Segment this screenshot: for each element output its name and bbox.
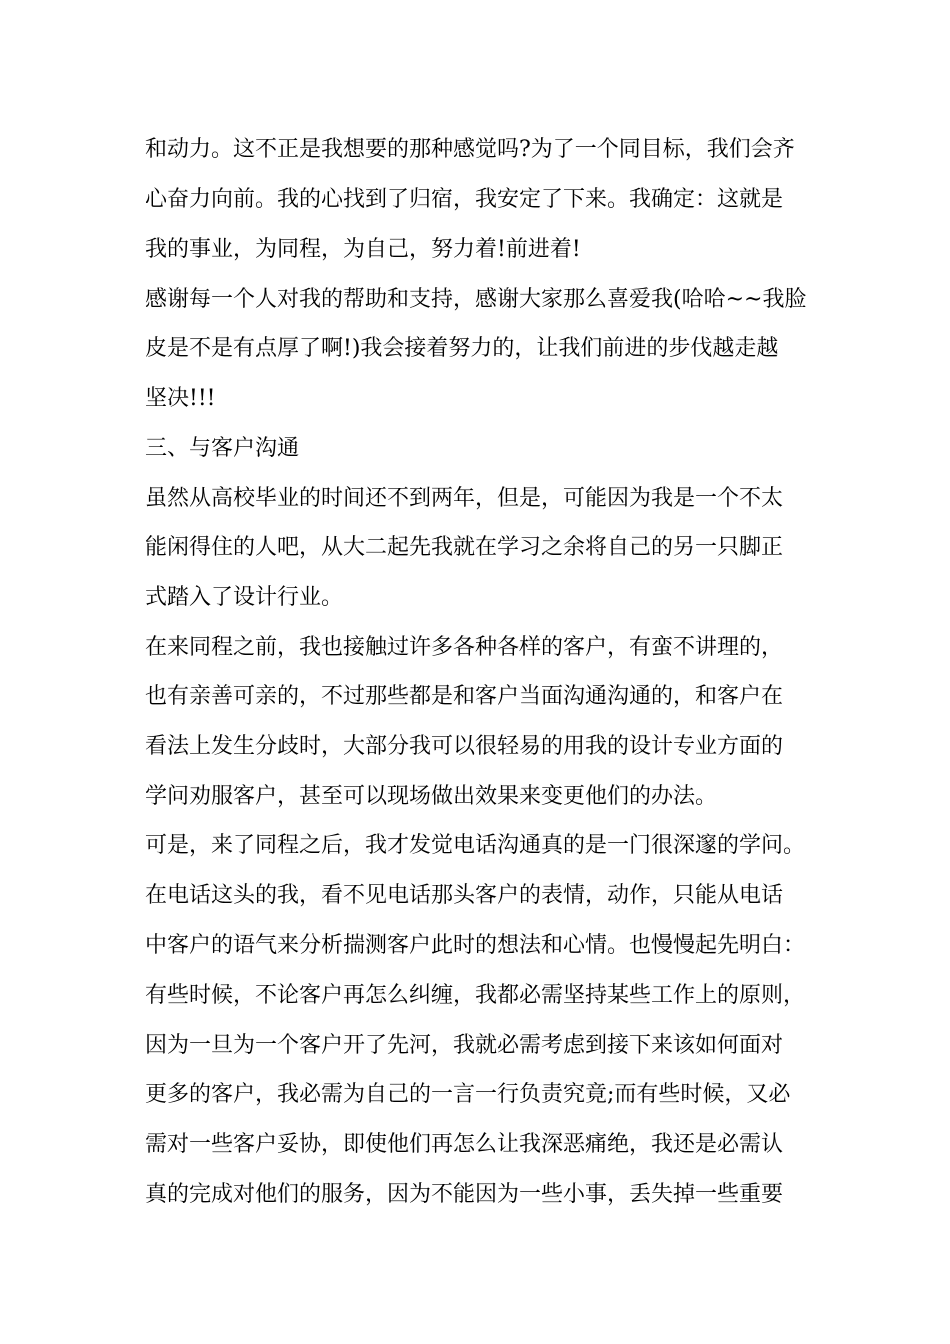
text-line: 我的事业，为同程，为自己，努力着!前进着! [145,237,581,262]
section-heading: 三、与客户沟通 [145,436,300,461]
text-line: 和动力。这不正是我想要的那种感觉吗?为了一个同目标，我们会齐 [145,137,795,162]
text-line: 可是，来了同程之后，我才发觉电话沟通真的是一门很深邃的学问。 [145,833,806,858]
text-line: 更多的客户，我必需为自己的一言一行负责究竟;而有些时候，又必 [145,1082,791,1107]
text-line: 有些时候，不论客户再怎么纠缠，我都必需坚持某些工作上的原则， [145,983,806,1008]
text-line: 中客户的语气来分析揣测客户此时的想法和心情。也慢慢起先明白： [145,933,806,958]
text-line: 式踏入了设计行业。 [145,585,344,610]
text-line: 心奋力向前。我的心找到了归宿，我安定了下来。我确定：这就是 [145,187,784,212]
text-line: 在电话这头的我，看不见电话那头客户的表情，动作，只能从电话 [145,883,784,908]
text-line: 能闲得住的人吧，从大二起先我就在学习之余将自己的另一只脚正 [145,535,784,560]
text-line: 因为一旦为一个客户开了先河，我就必需考虑到接下来该如何面对 [145,1033,784,1058]
text-line: 虽然从高校毕业的时间还不到两年，但是，可能因为我是一个不太 [145,486,784,511]
text-line: 感谢每一个人对我的帮助和支持，感谢大家那么喜爱我(哈哈~~我脸 [145,287,807,312]
text-line: 看法上发生分歧时，大部分我可以很轻易的用我的设计专业方面的 [145,734,784,759]
text-line: 学问劝服客户，甚至可以现场做出效果来变更他们的办法。 [145,784,718,809]
text-line: 需对一些客户妥协，即使他们再怎么让我深恶痛绝，我还是必需认 [145,1132,784,1157]
text-line: 在来同程之前，我也接触过许多各种各样的客户，有蛮不讲理的， [145,635,784,660]
text-line: 皮是不是有点厚了啊!)我会接着努力的，让我们前进的步伐越走越 [145,336,779,361]
text-line: 真的完成对他们的服务，因为不能因为一些小事，丢失掉一些重要 [145,1182,784,1207]
text-line: 坚决!!! [145,386,216,411]
text-line: 也有亲善可亲的，不过那些都是和客户当面沟通沟通的，和客户在 [145,684,784,709]
